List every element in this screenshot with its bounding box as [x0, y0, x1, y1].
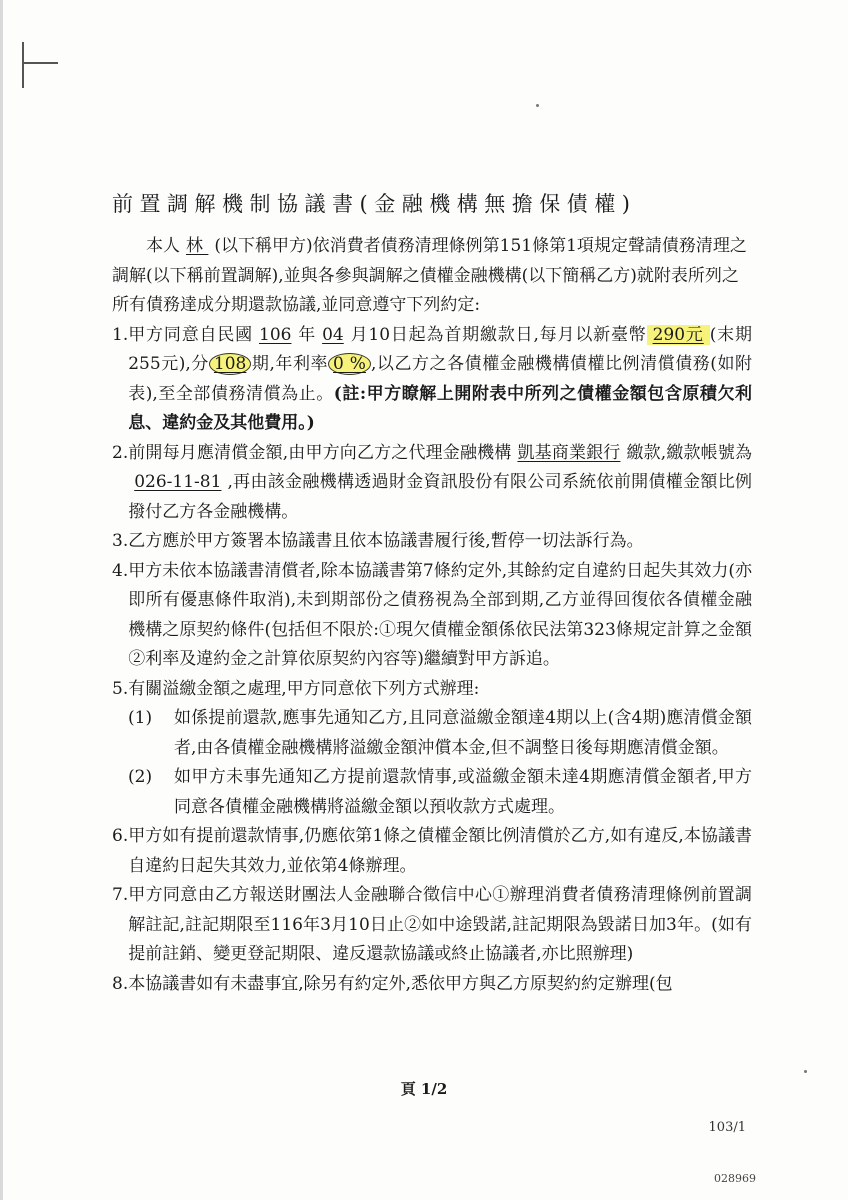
party-a-name: 林: [186, 236, 209, 256]
page-number: 頁 1/2: [400, 1080, 448, 1098]
interest-rate: 0 %: [328, 353, 371, 375]
clause-4: 4. 甲方未依本協議書清償者,除本協議書第7條約定外,其餘約定自違約日起失其效力(亦即所有優惠條件取消),未到期部份之債務視為全部到期,乙方並得回復依各債權金融機構之原契約條件(包括但不限於:①現欠債權金額係依民法第323條規定計算之金額②利率及違約金之計算依原契約內容等)繼續對甲方訴追。: [112, 560, 752, 669]
preamble: 本人 林 (以下稱甲方)依消費者債務清理條例第151條第1項規定聲請債務清理之調解(以下稱前置調解),並與各參與調解之債權金融機構(以下簡稱乙方)就附表所列之所有債務達成分期還款協議,並同意遵守下列約定:: [112, 236, 747, 315]
clause-5-sub-2: (2) 如甲方未事先通知乙方提前還款情事,或溢繳金額未達4期應清償金額者,甲方同意各債權金融機構將溢繳金額以預收款方式處理。: [128, 767, 752, 817]
clause-5-sub-1: (1) 如係提前還款,應事先通知乙方,且同意溢繳金額達4期以上(含4期)應清償金額者,由各債權金融機構將溢繳金額沖償本金,但不調整日後每期應清償金額。: [128, 708, 752, 758]
clause-8: 8. 本協議書如有未盡事宜,除另有約定外,悉依甲方與乙方原契約約定辦理(包: [112, 973, 673, 994]
clause-7: 7. 甲方同意由乙方報送財團法人金融聯合徵信中心①辦理消費者債務清理條例前置調解註記,註記期限至116年3月10日止②如中途毀諾,註記期限為毀諾日加3年。(如有提前註銷、變更登記期限、違反還款協議或終止協議者,亦比照辦理): [112, 885, 752, 964]
agreement-body: [112, 232, 752, 999]
start-year: 106: [259, 324, 292, 345]
clause-2: 2. 前開每月應清償金額,由甲方向乙方之代理金融機構 凱基商業銀行 繳款,繳款帳號為026-11-81 ,再由該金融機構透過財金資訊股份有限公司系統依前開債權金額比例撥付乙方各金融機構。: [112, 442, 753, 522]
document-title: 前置調解機制協議書(金融機構無擔保債權): [112, 192, 637, 216]
clause-5: 5. 有關溢繳金額之處理,甲方同意依下列方式辦理:: [112, 678, 480, 699]
clause-3: 3. 乙方應於甲方簽署本協議書且依本協議書履行後,暫停一切法訴行為。: [112, 531, 644, 551]
scan-speck: [804, 1070, 807, 1073]
monthly-amount: 290元: [647, 325, 710, 345]
installment-periods: 108: [209, 353, 251, 375]
agent-bank: 凱基商業銀行: [517, 442, 621, 463]
account-number: 026-11-81: [134, 472, 222, 492]
form-version: 103/1: [708, 1120, 746, 1135]
scan-speck: [536, 104, 539, 107]
corner-crop-mark: [18, 42, 58, 92]
clause-1: 1. 甲方同意自民國 106 年 04 月10日起為首期繳款日,每月以新臺幣 290元 (末期255元),分 108 期,年利率 0 % ,以乙方之各債權金融機構債權比例清償債務(如附表),至全部債務清償為止。(註:甲方瞭解上開附表中所列之債權金額包含原積欠利息、違約金及其他費用。): [112, 324, 753, 433]
document-id: 028969: [714, 1172, 756, 1185]
clause-1-note: (註:甲方瞭解上開附表中所列之債權金額包含原積欠利息、違約金及其他費用。): [128, 383, 752, 433]
start-month: 04: [322, 324, 344, 345]
clause-6: 6. 甲方如有提前還款情事,仍應依第1條之債權金額比例清償於乙方,如有違反,本協議書自違約日起失其效力,並依第4條辦理。: [112, 826, 752, 876]
scan-edge: [0, 0, 3, 1200]
